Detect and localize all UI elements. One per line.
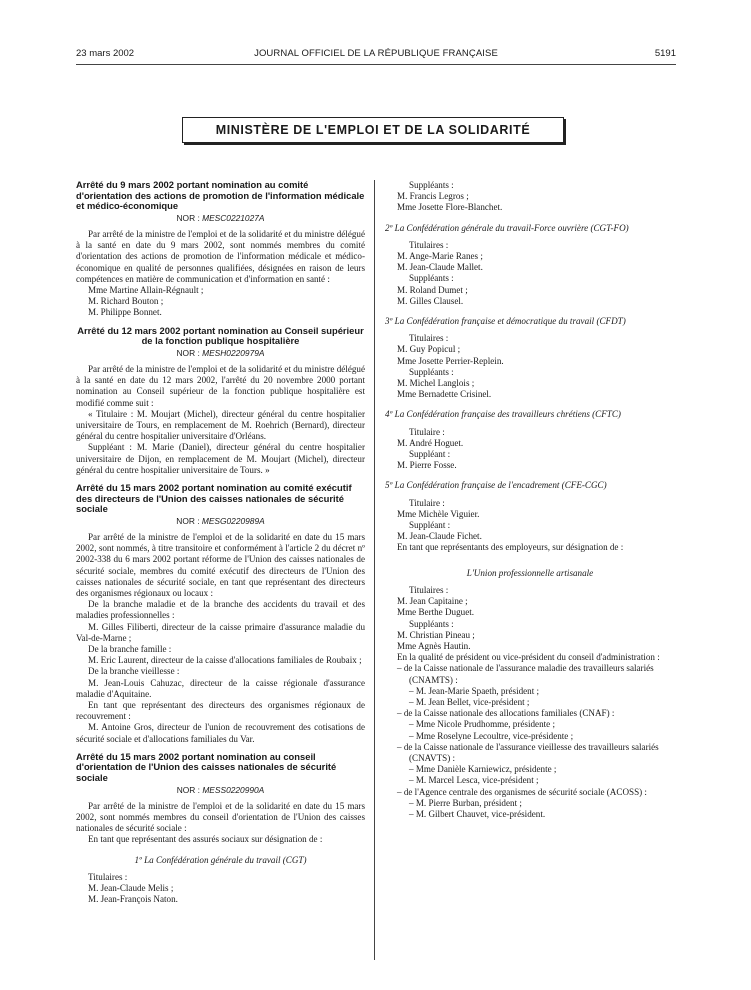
column-separator xyxy=(374,180,375,960)
arrete-4-body: Par arrêté de la ministre de l'emploi et de la solidarité en date du 15 mars 2002, sont nommés membres du conseil d'orientation de l'Union des caisses nationales de sécurité sociale : xyxy=(76,800,365,834)
titulaires-label: Titulaire : xyxy=(409,497,445,508)
arrete-3-title: Arrêté du 15 mars 2002 portant nomination au comité exécutif des directeurs de l'Union des caisses nationales de sécurité sociale xyxy=(76,482,352,515)
member-name: M. Jean Capitaine ; xyxy=(397,596,468,607)
list-subitem: – Mme Danièle Karniewicz, présidente ; xyxy=(409,764,557,775)
organization-heading: 2º La Confédération générale du travail-Force ouvrière (CGT-FO) xyxy=(385,222,629,233)
arrete-1-name: Mme Martine Allain-Régnault ; xyxy=(88,285,204,295)
arrete-2-body: Par arrêté de la ministre de l'emploi et de la solidarité et du ministre délégué à la santé en date du 12 mars 2002, l'arrêté du 20 novembre 2000 portant nomination au Conseil supérieur de la fonction publique hospitalière est modifié comme suit : xyxy=(76,364,365,408)
organization-heading: 3º La Confédération française et démocratique du travail (CFDT) xyxy=(385,316,626,327)
arrete-3-body: M. Gilles Filiberti, directeur de la caisse primaire d'assurance maladie du Val-de-Marne ; xyxy=(76,621,365,643)
titulaires-label: Titulaires : xyxy=(409,333,449,344)
header-rule xyxy=(76,64,676,65)
list-subitem: – M. Marcel Lesca, vice-président ; xyxy=(409,775,539,786)
member-name: M. Michel Langlois ; xyxy=(397,378,475,389)
member-name: M. Jean-Claude Fichet. xyxy=(397,531,482,542)
arrete-1-name: M. Richard Bouton ; xyxy=(88,296,164,307)
header-page-number: 5191 xyxy=(654,48,676,59)
suppleants-label: Suppléants : xyxy=(409,180,454,190)
member-name: Mme Agnès Hautin. xyxy=(397,640,471,651)
list-subitem: – Mme Nicole Prudhomme, présidente ; xyxy=(409,719,555,730)
organization-heading: L'Union professionnelle artisanale xyxy=(466,567,594,578)
titulaires-label: Titulaires : xyxy=(409,239,449,250)
arrete-2-title: Arrêté du 12 mars 2002 portant nomination au Conseil supérieur de la fonction publique hospitalière xyxy=(77,324,364,347)
arrete-3-nor: NOR : MESG0220989A xyxy=(176,515,265,526)
member-name: M. Gilles Clausel. xyxy=(397,295,464,306)
organization-heading: 1º La Confédération générale du travail (CGT) xyxy=(134,854,307,865)
suppleants-label: Suppléant : xyxy=(409,449,451,460)
arrete-3-body: De la branche famille : xyxy=(88,644,172,655)
list-item: – de la Caisse nationale des allocations familiales (CNAF) : xyxy=(397,708,615,719)
arrete-1-nor: NOR : MESC0221027A xyxy=(176,212,265,223)
arrete-2-body: Suppléant : M. Marie (Daniel), directeur général du centre hospitalier universitaire de Dijon, en remplacement de M. Moujart (Michel), directeur général du centre hospitalier universitaire de Tours. » xyxy=(76,442,365,475)
list-item: – de l'Agence centrale des organismes de sécurité sociale (ACOSS) : xyxy=(397,786,647,797)
body-text: En tant que représentants des employeurs, sur désignation de : xyxy=(397,542,624,553)
organization-heading: 5º La Confédération française de l'encadrement (CFE-CGC) xyxy=(385,480,607,491)
arrete-1-title: Arrêté du 9 mars 2002 portant nomination au comité d'orientation des actions de promotion de l'information médicale et médico-économique xyxy=(76,179,365,212)
member-name: M. André Hoguet. xyxy=(397,437,464,448)
titulaires-label: Titulaire : xyxy=(409,426,445,437)
suppleants-label: Suppléant : xyxy=(409,520,451,531)
arrete-3-body: M. Jean-Louis Cahuzac, directeur de la caisse régionale d'assurance maladie d'Aquitaine. xyxy=(76,677,365,699)
member-name: M. Christian Pineau ; xyxy=(397,629,475,640)
arrete-3-body: De la branche vieillesse : xyxy=(88,666,180,677)
member-name: M. Francis Legros ; xyxy=(397,191,469,202)
arrete-3-body: Par arrêté de la ministre de l'emploi et de la solidarité en date du 15 mars 2002, sont nommés, à titre transitoire et conformément à l'article 2 du décret nº 2002-338 du 6 mars 2002 portant réforme de l'Union des caisses nationales de sécurité sociale, membres du comité exécutif des directeurs de l'Union des caisses nationales de sécurité sociale, en tant que représentant des directeurs des organismes régionaux ou locaux : xyxy=(76,532,365,599)
arrete-4-body: En tant que représentant des assurés sociaux sur désignation de : xyxy=(88,834,323,845)
list-item: – de la Caisse nationale de l'assurance vieillesse des travailleurs salariés (CNAVTS) : xyxy=(397,741,659,763)
arrete-3-body: De la branche maladie et de la branche des accidents du travail et des maladies professionnelles : xyxy=(76,599,365,621)
member-name: M. Jean-François Naton. xyxy=(88,894,178,905)
titulaires-label: Titulaires : xyxy=(409,584,449,595)
ministry-title: MINISTÈRE DE L'EMPLOI ET DE LA SOLIDARITÉ xyxy=(182,117,564,143)
left-column xyxy=(76,180,365,905)
page-header xyxy=(76,48,676,62)
member-name: M. Jean-Claude Mallet. xyxy=(397,262,483,273)
list-subitem: – M. Jean Bellet, vice-président ; xyxy=(409,696,530,707)
arrete-4-nor: NOR : MESS0220990A xyxy=(176,784,265,795)
member-name: Mme Berthe Duguet. xyxy=(397,607,475,618)
organization-heading: 4º La Confédération française des travailleurs chrétiens (CFTC) xyxy=(385,409,621,420)
member-name: Mme Josette Perrier-Replein. xyxy=(397,355,504,366)
member-name: M. Guy Popicul ; xyxy=(397,344,461,355)
arrete-1-name: M. Philippe Bonnet. xyxy=(88,307,162,318)
member-name: Mme Michèle Viguier. xyxy=(397,508,480,519)
suppleants-label: Suppléants : xyxy=(409,618,454,629)
header-date: 23 mars 2002 xyxy=(76,48,135,59)
member-name: M. Jean-Claude Melis ; xyxy=(88,883,174,894)
member-name: M. Ange-Marie Ranes ; xyxy=(397,251,483,262)
list-item: – de la Caisse nationale de l'assurance maladie des travailleurs salariés (CNAMTS) : xyxy=(397,663,654,685)
list-subitem: – Mme Roselyne Lecoultre, vice-présidente ; xyxy=(409,730,574,741)
titulaires-label: Titulaires : xyxy=(88,871,128,882)
arrete-3-body: M. Antoine Gros, directeur de l'union de recouvrement des cotisations de sécurité sociale et d'allocations familiales du Var. xyxy=(76,722,365,744)
body-text: En la qualité de président ou vice-président du conseil d'administration : xyxy=(397,652,660,663)
header-journal-title: JOURNAL OFFICIEL DE LA RÉPUBLIQUE FRANÇAISE xyxy=(254,48,498,59)
list-subitem: – M. Pierre Burban, président ; xyxy=(409,797,522,808)
member-name: M. Roland Dumet ; xyxy=(397,284,468,295)
arrete-3-body: M. Eric Laurent, directeur de la caisse d'allocations familiales de Roubaix ; xyxy=(88,655,362,666)
list-subitem: – M. Jean-Marie Spaeth, président ; xyxy=(409,685,540,696)
arrete-4-title: Arrêté du 15 mars 2002 portant nomination au conseil d'orientation de l'Union des caisses nationales de sécurité sociale xyxy=(76,750,337,784)
member-name: Mme Bernadette Crisinel. xyxy=(397,389,492,400)
suppleants-label: Suppléants : xyxy=(409,273,454,284)
suppleants-label: Suppléants : xyxy=(409,366,454,377)
arrete-1-body: Par arrêté de la ministre de l'emploi et de la solidarité et du ministre délégué à la santé en date du 9 mars 2002, sont nommés membres du comité d'orientation des actions de promotion de l'information médicale et médico-économique en qualité de personnes qualifiées, désignées en raison de leurs compétences en matière de communication et d'information en santé : xyxy=(76,228,365,284)
arrete-2-body: « Titulaire : M. Moujart (Michel), directeur général du centre hospitalier universitaire de Tours, en remplacement de M. Roehrich (Bernard), directeur général du centre hospitalier universitaire d'Orléans. xyxy=(76,408,365,442)
right-column xyxy=(385,180,675,820)
member-name: Mme Josette Flore-Blanchet. xyxy=(397,202,503,213)
arrete-2-nor: NOR : MESH0220979A xyxy=(176,347,265,358)
arrete-3-body: En tant que représentant des directeurs des organismes régionaux de recouvrement : xyxy=(76,700,365,722)
list-subitem: – M. Gilbert Chauvet, vice-président. xyxy=(409,808,546,819)
member-name: M. Pierre Fosse. xyxy=(397,460,457,471)
